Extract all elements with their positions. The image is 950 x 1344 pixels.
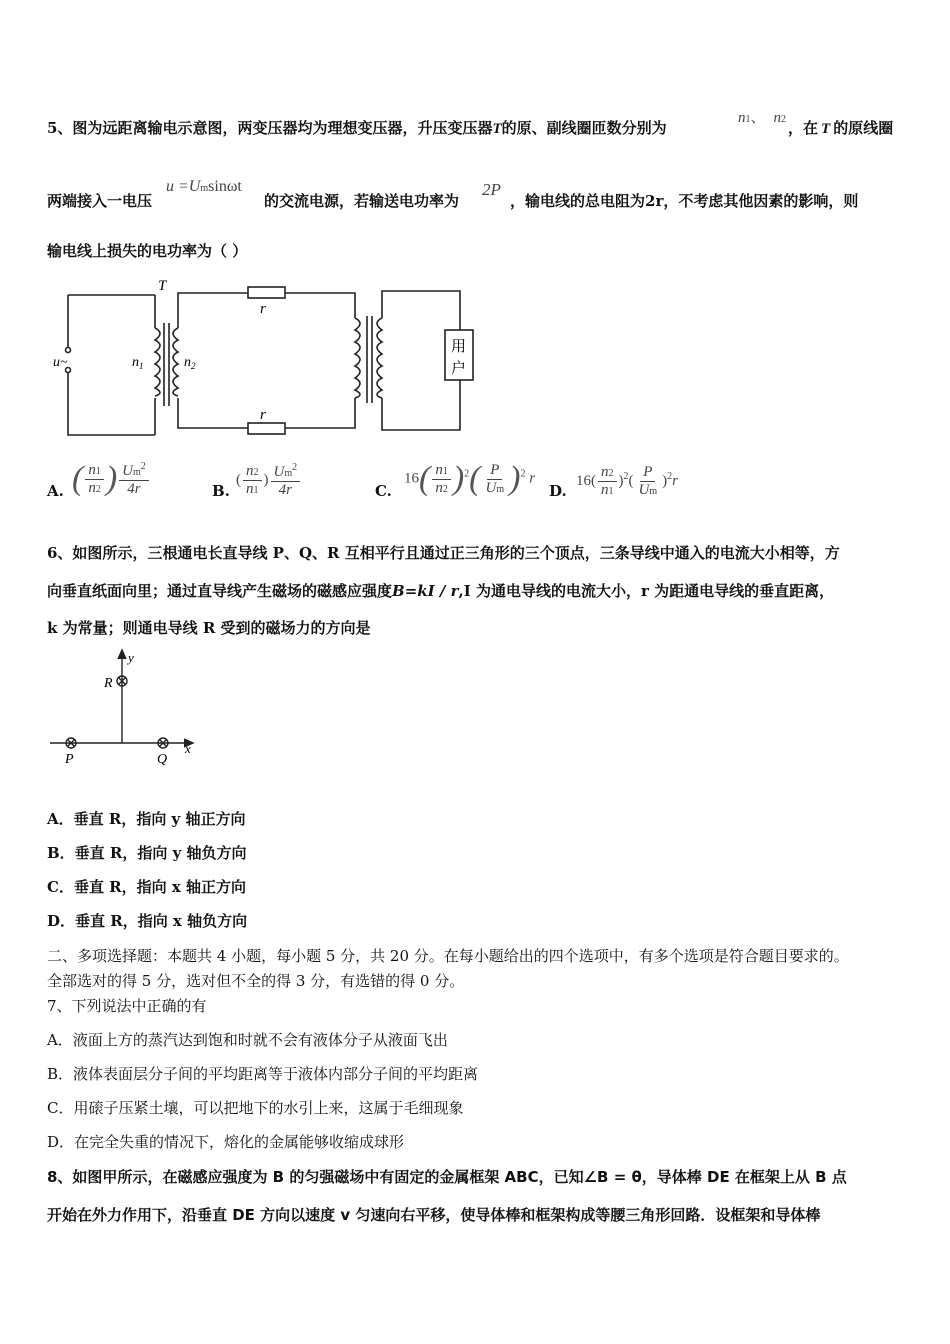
section2-line1: 二、多项选择题：本题共 4 小题，每小题 5 分，共 20 分。在每小题给出的四个选项中，有多个选项是符合题目要求的。	[47, 947, 849, 965]
source-terminal-top	[66, 348, 71, 353]
step-down-secondary-coil	[377, 318, 382, 398]
q7-answer-C[interactable]: C．用磙子压紧土壤，可以把地下的水引上来，这属于毛细现象	[47, 1099, 464, 1117]
y-label: y	[128, 650, 134, 665]
resistor-bottom	[248, 423, 285, 434]
q6-answer-C[interactable]: C．垂直 R，指向 x 轴正方向	[47, 878, 247, 896]
q5-option-D-expr[interactable]: 16( $\frac{n2}{n1}$ )$^2$( $\frac{P}{Um}$ )$^2$r	[576, 464, 678, 498]
R-label: R	[104, 676, 113, 691]
q5-option-A-expr[interactable]: ( $\frac{n1}{n2}$ ) $\frac{Um^2}{4r}$	[72, 460, 151, 498]
q5-line1	[47, 117, 667, 138]
q5-option-A-label[interactable]: A.	[47, 482, 64, 500]
q5-option-B-expr[interactable]: ( $\frac{n2}{n1}$ ) $\frac{Um^2}{4r}$	[236, 462, 302, 499]
q5-power: 2P	[482, 180, 501, 199]
r-top-label: r	[260, 301, 266, 317]
user-label-2: 户	[451, 359, 467, 377]
q6-line3: k 为常量；则通电导线 R 受到的磁场力的方向是	[47, 619, 371, 637]
q5-line1-b: 的原、副线圈匝数分别为	[501, 119, 667, 137]
q6-answer-A[interactable]: A．垂直 R，指向 y 轴正方向	[47, 810, 246, 828]
q5-line2: 两端接入一电压	[47, 192, 153, 210]
q5-option-D-label[interactable]: D.	[549, 482, 567, 500]
q6-line1: 6、如图所示，三根通电长直导线 P、Q、R 互相平行且通过正三角形的三个顶点，三条导线中通入的电流大小相等，方	[47, 544, 840, 562]
q5-line2-c: ，输电线的总电阻为2r，不考虑其他因素的影响，则	[510, 192, 859, 210]
u-source-label: u~	[53, 355, 68, 370]
user-label-1: 用	[451, 337, 467, 355]
q5-n1n2: n1、 n2	[738, 110, 787, 126]
user-loop-wire	[382, 291, 460, 430]
P-label: P	[65, 752, 74, 767]
q5-option-B-label[interactable]: B.	[212, 482, 230, 500]
section2-line2: 全部选对的得 5 分，选对但不全的得 3 分，有选错的得 0 分。	[47, 972, 465, 990]
transmission-wire	[178, 293, 355, 428]
q5-voltage-expr: u =Umsinωt	[166, 178, 242, 195]
q8-line1: 8、如图甲所示，在磁感应强度为 B 的匀强磁场中有固定的金属框架 ABC，已知∠B = θ，导体棒 DE 在框架上从 B 点	[47, 1168, 847, 1186]
q6-line2: 向垂直纸面向里；通过直导线产生磁场的磁感应强度B=kI / r,I 为通电导线的电流大小，r 为距通电导线的垂直距离，	[47, 582, 835, 600]
q6-axes-diagram	[45, 645, 205, 770]
q5-line1-end: ，在 T 的原线圈	[788, 119, 894, 137]
resistor-top	[248, 287, 285, 298]
q5-line2-b: 的交流电源，若输送电功率为	[264, 192, 460, 210]
q7-answer-D[interactable]: D．在完全失重的情况下，熔化的金属能够收缩成球形	[47, 1133, 405, 1151]
q5-circuit-diagram	[50, 278, 480, 442]
Q-label: Q	[157, 752, 168, 767]
q8-line2: 开始在外力作用下，沿垂直 DE 方向以速度 v 匀速向右平移，使导体棒和框架构成等腰三角形回路．设框架和导体棒	[47, 1206, 821, 1224]
q7-answer-B[interactable]: B．液体表面层分子间的平均距离等于液体内部分子间的平均距离	[47, 1065, 479, 1083]
r-bottom-label: r	[260, 407, 266, 423]
T-label: T	[158, 278, 167, 294]
x-label: x	[185, 741, 191, 756]
q7-answer-A[interactable]: A．液面上方的蒸汽达到饱和时就不会有液体分子从液面飞出	[47, 1031, 448, 1049]
q5-line3: 输电线上损失的电功率为（ ）	[47, 242, 248, 260]
q5-line1-a: 5、图为远距离输电示意图，两变压器均为理想变压器，升压变压器	[47, 119, 493, 137]
q7-title: 7、下列说法中正确的有	[47, 997, 207, 1015]
step-down-primary-coil	[355, 318, 360, 398]
q5-option-C-expr[interactable]: 16( $\frac{n1}{n2}$ )$^2$( $\frac{P}{Um}$ )$^2$ r	[404, 460, 536, 497]
q5-T: T	[492, 121, 502, 137]
secondary-coil	[173, 328, 178, 396]
n1-label: $n_1$	[132, 355, 144, 371]
primary-coil	[155, 328, 160, 396]
q6-answer-D[interactable]: D．垂直 R，指向 x 轴负方向	[47, 912, 248, 930]
n2-label: $n_2$	[184, 355, 196, 371]
q5-option-C-label[interactable]: C.	[375, 482, 392, 500]
y-axis-arrow	[118, 650, 126, 659]
q6-answer-B[interactable]: B．垂直 R，指向 y 轴负方向	[47, 844, 247, 862]
